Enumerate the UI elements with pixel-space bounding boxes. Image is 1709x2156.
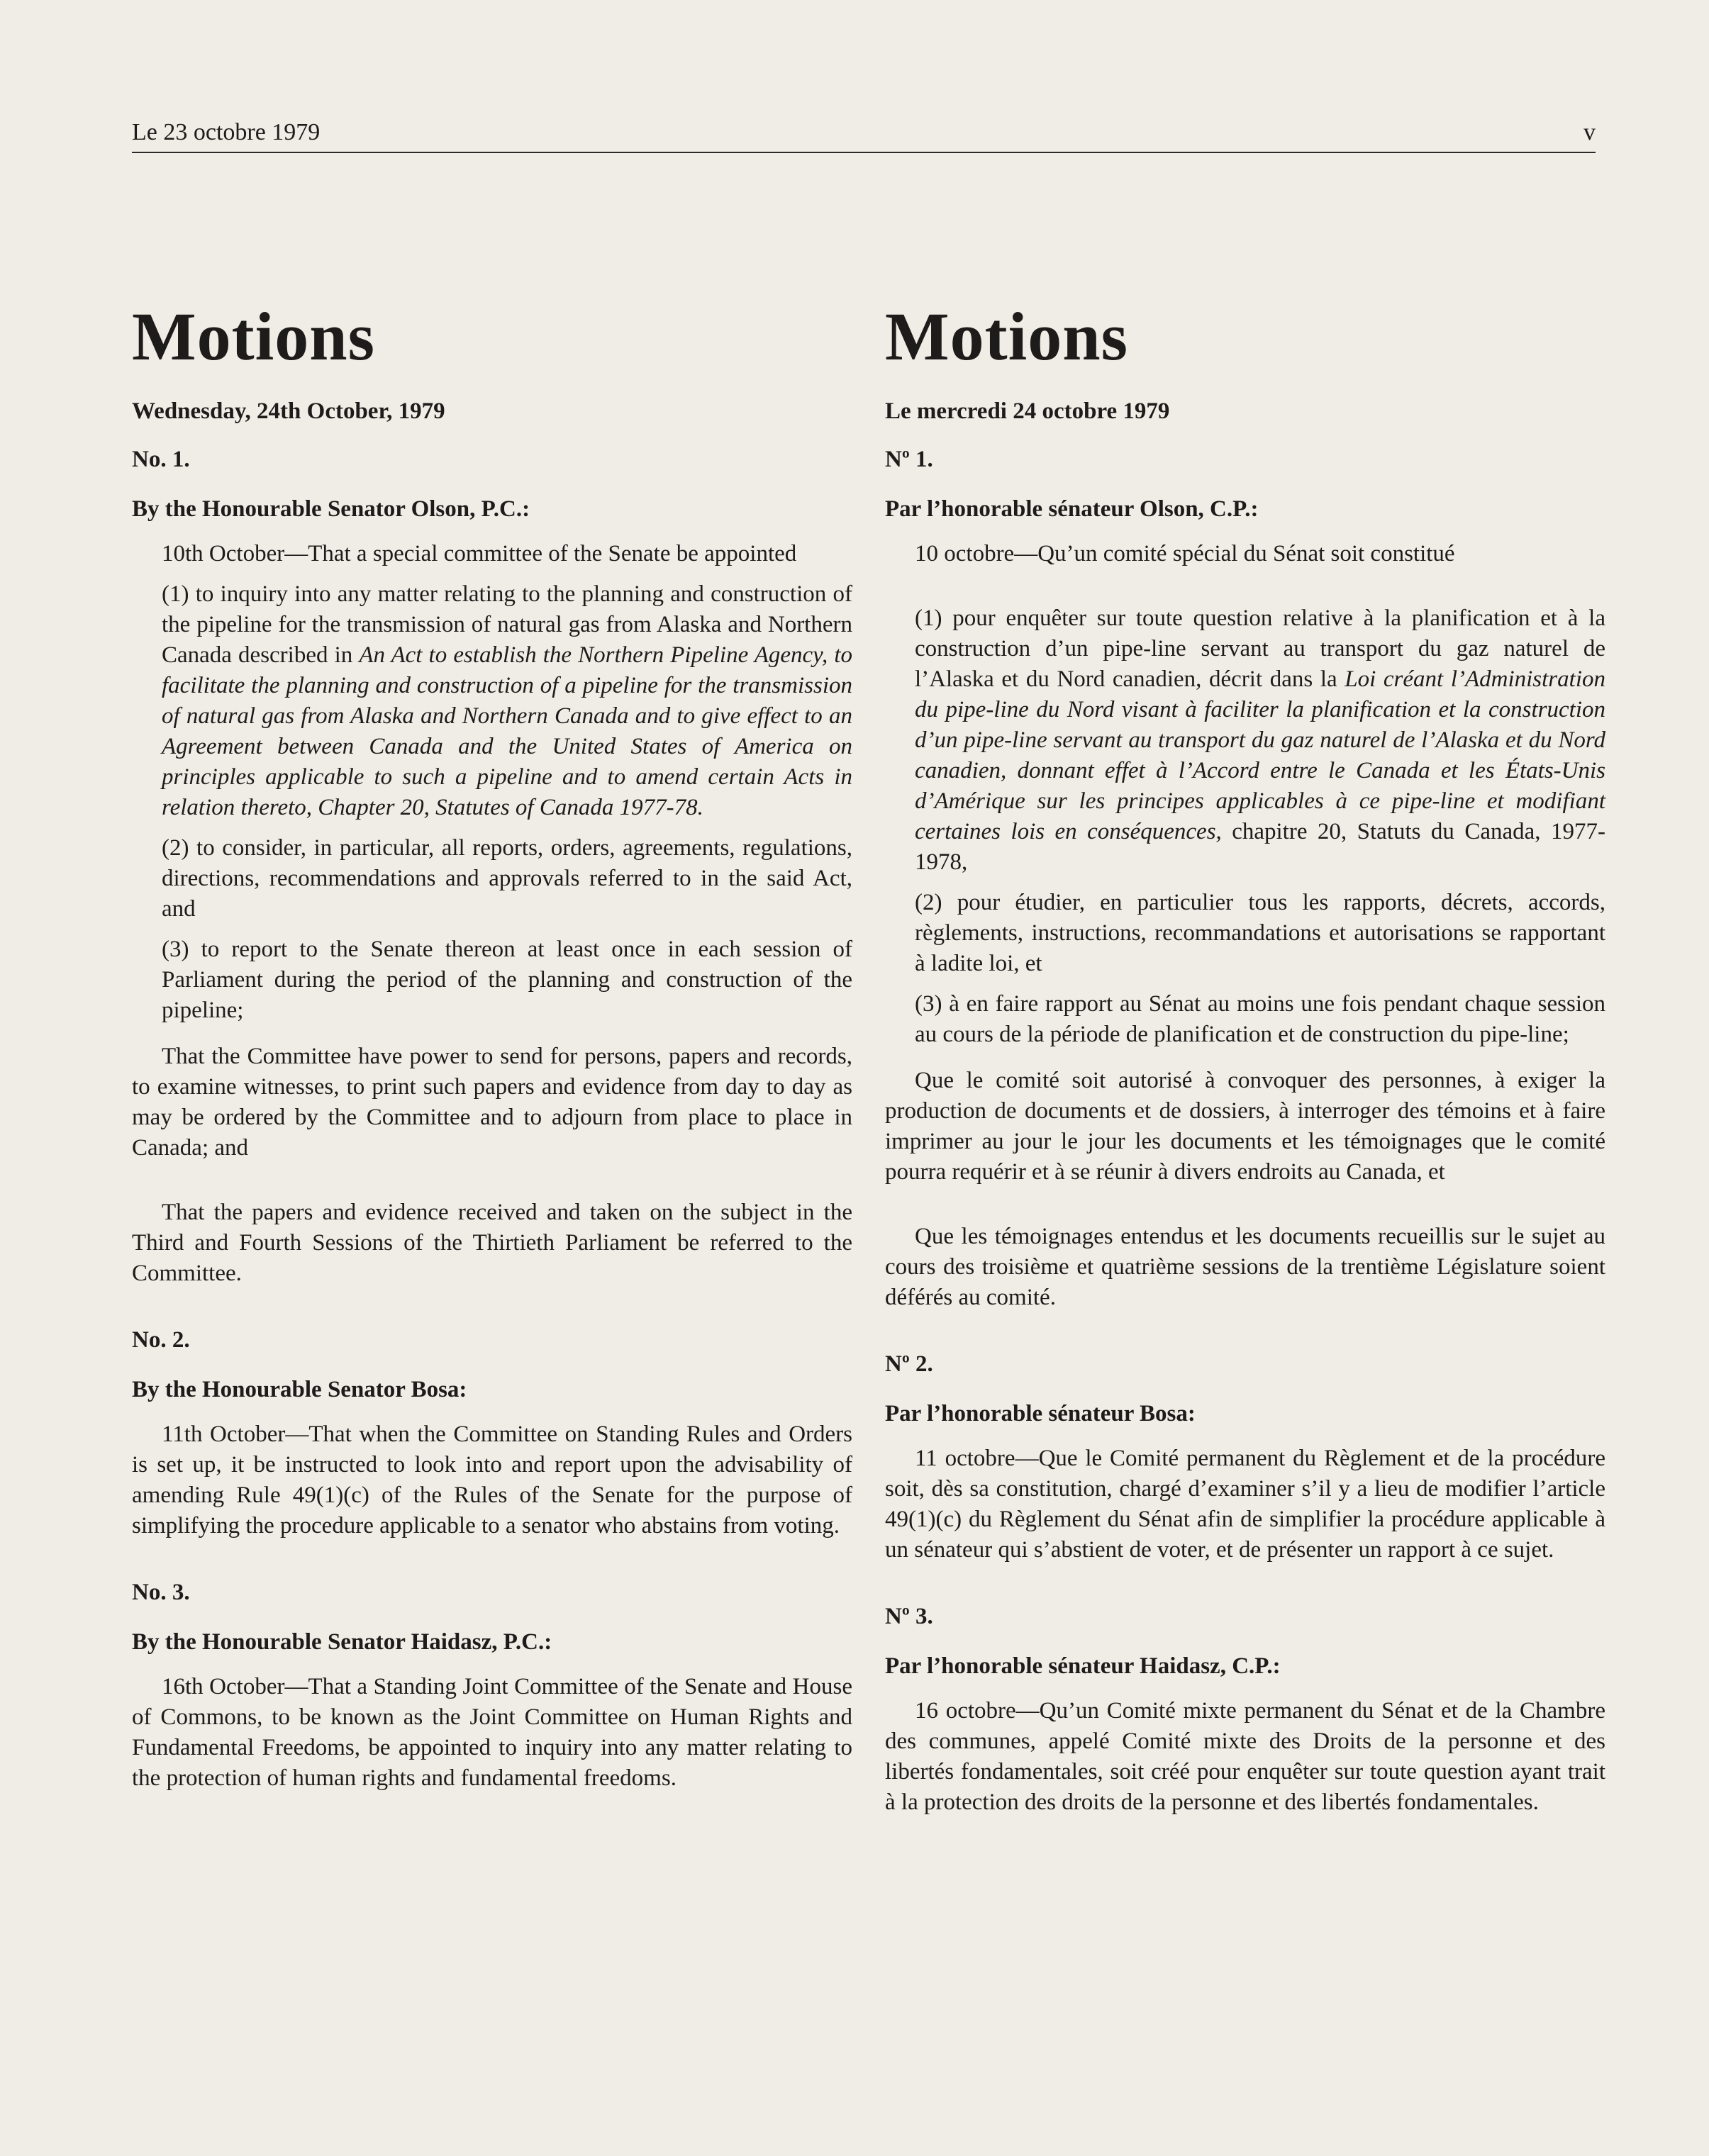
motion-clause-2: (2) pour étudier, en particulier tous les rapports, décrets, accords, règlements, instructions, recommandations et autorisations se rapportant à ladite loi, et: [915, 890, 1605, 976]
motion-clause-1: [885, 603, 1605, 878]
page-header: [132, 116, 1596, 153]
motion-clause-3: (3) à en faire rapport au Sénat au moins une fois pendant chaque session au cours de la période de planification et de construction du pipe-line;: [915, 991, 1605, 1047]
motion-text: 16 octobre—Qu’un Comité mixte permanent du Sénat et de la Chambre des communes, appelé Comité mixte des Droits de la personne et des libertés fondamentales, soit créé pour enquêter sur toute question ayant trait à la protection des droits de la personne et des libertés fondamentales.: [885, 1698, 1605, 1815]
sitting-date-english: Wednesday, 24th October, 1979: [132, 398, 445, 424]
motion-text: 11 octobre—Que le Comité permanent du Règlement et de la procédure soit, dès sa constitution, chargé d’examiner s’il y a lieu de modifier l’article 49(1)(c) du Règlement du Sénat afin de simplifier la procédure applicable à un sénateur qui s’abstient de voter, et de présenter un rapport à ce sujet.: [885, 1446, 1605, 1563]
motion-sponsor: Par l’honorable sénateur Olson, C.P.:: [885, 496, 1259, 522]
english-column: [132, 298, 852, 1794]
motion-clause-3: (3) to report to the Senate thereon at least once in each session of Parliament during the period of the planning and construction of the pipeline;: [162, 937, 852, 1023]
motion-number: Nº 1.: [885, 447, 933, 472]
motion-clause-1: [132, 579, 852, 823]
motion-1-french: [885, 445, 1605, 1313]
act-title: Loi créant l’Administration du pipe-line du Nord visant à faciliter la planification et la construction d’un pipe-line servant au transport du gaz naturel de l’Alaska et du Nord canadien, donnant effet à l’Accord entre le Canada et les États-Unis d’Amérique sur les principes applicables à ce pipe-line et modifiant certaines lois en conséquences,: [915, 666, 1605, 844]
motion-text: 16th October—That a Standing Joint Committee of the Senate and House of Commons, to be known as the Joint Committee on Human Rights and Fundamental Freedoms, be appointed to inquiry into any matter relating to the protection of human rights and fundamental freedoms.: [132, 1674, 852, 1791]
motion-sponsor: By the Honourable Senator Olson, P.C.:: [132, 496, 530, 522]
section-title-french: Motions: [885, 298, 1128, 374]
motion-papers: That the papers and evidence received and taken on the subject in the Third and Fourth Sessions of the Thirtieth Parliament be referred to the Committee.: [132, 1200, 852, 1286]
clause-text: (1) to inquiry into any matter relating to the planning and construction of the pipeline for the transmission of natural gas from Alaska and Northern Canada described in: [162, 581, 852, 668]
motion-intro: 10 octobre—Qu’un comité spécial du Sénat soit constitué: [915, 541, 1455, 566]
motion-powers: Que le comité soit autorisé à convoquer des personnes, à exiger la production de documents et de dossiers, à interroger des témoins et à faire imprimer au jour le jour les documents et les témoignages que le comité pourra requérir et à se réunir à divers endroits au Canada, et: [885, 1068, 1605, 1185]
motion-sponsor: By the Honourable Senator Haidasz, P.C.:: [132, 1629, 552, 1655]
motion-3-french: [885, 1602, 1605, 1818]
clause-text-end: chapitre 20, Statuts du Canada, 1977-1978,: [915, 819, 1605, 875]
french-column: [885, 298, 1605, 1818]
motion-powers: That the Committee have power to send for persons, papers and records, to examine witnesses, to print such papers and evidence from day to day as may be ordered by the Committee and to adjourn from place to place in Canada; and: [132, 1044, 852, 1161]
motion-2-english: [132, 1326, 852, 1541]
motion-number: No. 1.: [132, 447, 190, 472]
motion-intro: 10th October—That a special committee of the Senate be appointed: [162, 541, 797, 566]
motion-3-english: [132, 1578, 852, 1794]
sitting-date-french: Le mercredi 24 octobre 1979: [885, 398, 1170, 424]
motion-sponsor: Par l’honorable sénateur Bosa:: [885, 1401, 1196, 1426]
motion-papers: Que les témoignages entendus et les documents recueillis sur le sujet au cours des troisième et quatrième sessions de la trentième Législature soient déférés au comité.: [885, 1224, 1605, 1310]
bleed-through-text: [210, 181, 218, 220]
motion-2-french: [885, 1350, 1605, 1565]
motion-number: Nº 2.: [885, 1351, 933, 1377]
motion-sponsor: By the Honourable Senator Bosa:: [132, 1377, 467, 1402]
header-date: Le 23 octobre 1979: [132, 119, 321, 145]
motion-text: 11th October—That when the Committee on Standing Rules and Orders is set up, it be instructed to look into and report upon the advisability of amending Rule 49(1)(c) of the Rules of the Senate for the purpose of simplifying the procedure applicable to a senator who abstains from voting.: [132, 1421, 852, 1538]
page-number: v: [1583, 119, 1596, 145]
motion-1-english: [132, 445, 852, 1289]
act-title: An Act to establish the Northern Pipeline Agency, to facilitate the planning and construction of a pipeline for the transmission of natural gas from Alaska and Northern Canada and to give effect to an Agreement between Canada and the United States of America on principles applicable to such a pipeline and to amend certain Acts in relation thereto, Chapter 20, Statutes of Canada 1977-78.: [162, 642, 852, 820]
motion-sponsor: Par l’honorable sénateur Haidasz, C.P.:: [885, 1653, 1281, 1679]
motion-clause-2: (2) to consider, in particular, all reports, orders, agreements, regulations, directions, recommendations and approvals referred to in the said Act, and: [162, 835, 852, 922]
motion-number: No. 2.: [132, 1327, 190, 1353]
section-title-english: Motions: [132, 298, 375, 374]
clause-text: (1) pour enquêter sur toute question relative à la planification et à la construction d’un pipe-line servant au transport du gaz naturel de l’Alaska et du Nord canadien, décrit dans la: [915, 605, 1605, 692]
motion-number: Nº 3.: [885, 1604, 933, 1629]
motion-number: No. 3.: [132, 1580, 190, 1605]
